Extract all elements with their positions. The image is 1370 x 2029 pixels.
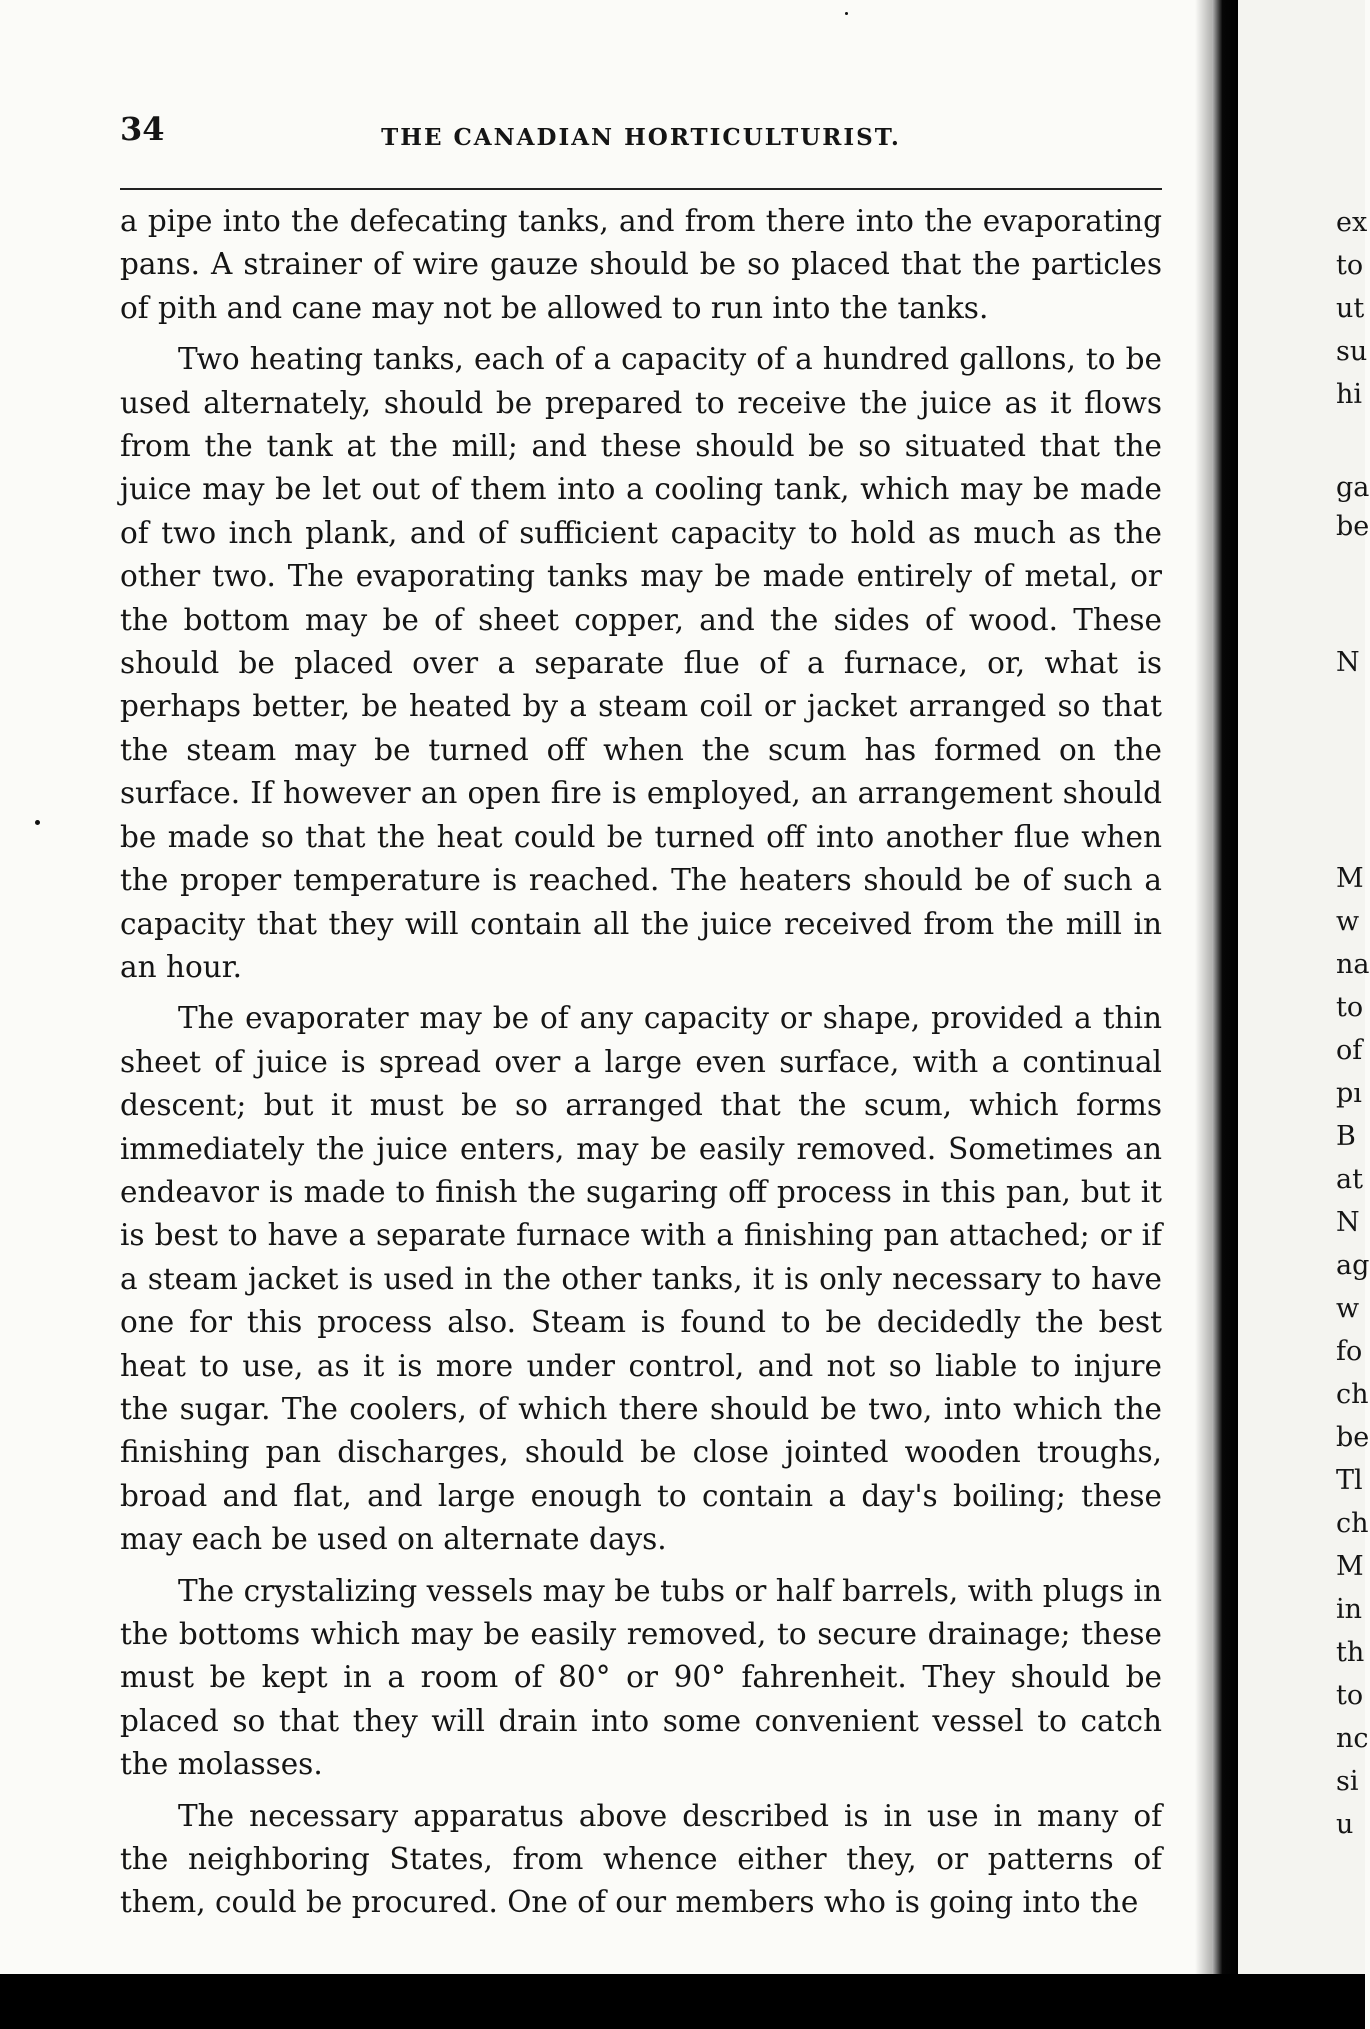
paragraph: The evaporater may be of any capacity or shape, provided a thin sheet of juice is spread over a large even surface, with a continual descent; but it must be so arranged that the scum, which forms immediately the juice enters, may be easily removed. Sometimes an endeavor is made to finish the sugaring off process in this pan, but it is best to have a separate furnace with a finishing pan attached; or if a steam jacket is used in the other tanks, it is only necessary to have one for this process also. Steam is found to be decidedly the best heat to use, as it is more under control, and not so liable to injure the sugar. The coolers, of which there should be two, into which the finishing pan discharges, should be close jointed wooden troughs, broad and flat, and large enough to contain a day's boiling; these may each be used on alternate days.	[120, 1001, 1162, 1557]
header-rule	[120, 188, 1162, 190]
facing-page-fragment: to	[1336, 1680, 1364, 1711]
facing-page-fragment: na	[1336, 949, 1370, 980]
facing-page-fragment: fo	[1336, 1336, 1363, 1367]
running-head	[120, 110, 1162, 154]
facing-page-fragment: hi	[1336, 379, 1363, 410]
facing-page-fragment: ut	[1336, 293, 1365, 324]
facing-page-fragment: ag	[1336, 1250, 1370, 1281]
scan-bottom-edge	[0, 1974, 1365, 2029]
ink-speck	[845, 12, 848, 15]
facing-page-fragment: nc	[1336, 1723, 1369, 1754]
facing-page-fragment: si	[1336, 1766, 1359, 1797]
facing-page-fragment: M	[1336, 1551, 1364, 1582]
page-number: 34	[120, 110, 165, 148]
facing-page-fragment: ga	[1336, 472, 1370, 503]
ink-speck	[35, 820, 40, 825]
book-gutter	[1212, 0, 1238, 2029]
facing-page-fragment: u	[1336, 1809, 1354, 1840]
paragraph: a pipe into the defecating tanks, and from there into the evaporating pans. A strainer of wire gauze should be so placed that the particles of pith and cane may not be allowed to run into the tanks.	[120, 204, 1162, 325]
facing-page-fragment: N	[1336, 647, 1360, 678]
facing-page-fragment: B	[1336, 1121, 1356, 1152]
facing-page-fragment: N	[1336, 1207, 1360, 1238]
paragraph: Two heating tanks, each of a capacity of a hundred gallons, to be used alternately, should be prepared to receive the juice as it flows from the tank at the mill; and these should be so situated that the juice may be let out of them into a cooling tank, which may be made of two inch plank, and of sufficient capacity to hold as much as the other two. The evaporating tanks may be made entirely of metal, or the bottom may be of sheet copper, and the sides of wood. These should be placed over a separate flue of a furnace, or, what is perhaps better, be heated by a steam coil or jacket arranged so that the steam may be turned off when the scum has formed on the surface. If however an open fire is employed, an arrangement should be made so that the heat could be turned off into another flue when the proper temperature is reached. The heaters should be of such a capacity that they will contain all the juice received from the mill in an hour.	[120, 342, 1162, 984]
facing-page-fragment: of	[1336, 1035, 1363, 1066]
facing-page-fragment: ch	[1336, 1508, 1369, 1539]
facing-page-fragment: ch	[1336, 1379, 1369, 1410]
facing-page-fragment: su	[1336, 336, 1368, 367]
body-text	[120, 200, 1162, 1933]
facing-page-fragment: at	[1336, 1164, 1363, 1195]
facing-page-fragment: to	[1336, 250, 1364, 281]
facing-page-fragment: w	[1336, 906, 1360, 937]
facing-page-fragment: w	[1336, 1293, 1360, 1324]
facing-page-fragment: ex	[1336, 207, 1368, 238]
facing-page-fragment: in	[1336, 1594, 1363, 1625]
paragraph: The crystalizing vessels may be tubs or half barrels, with plugs in the bottoms which may be easily removed, to secure drainage; these must be kept in a room of 80° or 90° fahrenheit. They should be placed so that they will drain into some convenient vessel to catch the molasses.	[120, 1573, 1162, 1782]
facing-page-fragment: M	[1336, 863, 1364, 894]
facing-page-fragment: to	[1336, 992, 1364, 1023]
paragraph: The necessary apparatus above described is in use in many of the neighboring States, from whence either they, or patterns of them, could be procured. One of our members who is going into the	[120, 1798, 1162, 1920]
facing-page-fragment: be	[1336, 511, 1370, 542]
facing-page-fragment: be	[1336, 1422, 1370, 1453]
facing-page-fragment: pı	[1336, 1078, 1362, 1109]
facing-page-fragment: th	[1336, 1637, 1365, 1668]
running-title: THE CANADIAN HORTICULTURIST.	[381, 124, 901, 151]
facing-page-fragment: Tl	[1336, 1465, 1363, 1496]
